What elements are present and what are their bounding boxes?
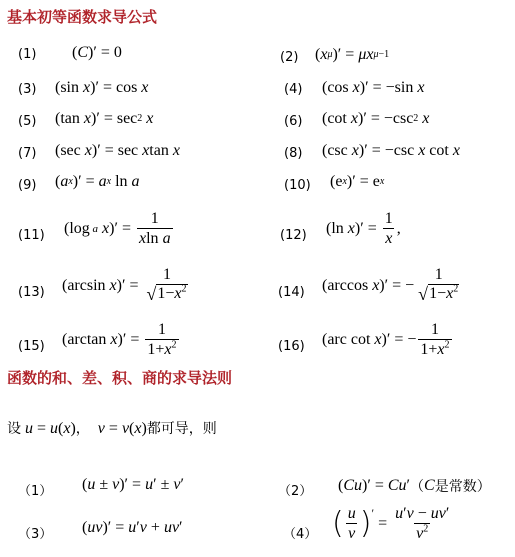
formula-number: (6) bbox=[284, 114, 303, 129]
rule-number: （1） bbox=[18, 484, 53, 499]
rule-number: （4） bbox=[283, 527, 318, 542]
formula-number: (1) bbox=[18, 47, 37, 62]
formula-3: (sin x )′ = cos x bbox=[55, 79, 149, 96]
formula-number: (8) bbox=[284, 146, 303, 161]
formula-number: (14) bbox=[278, 285, 305, 300]
intro-prefix: 设 bbox=[7, 421, 21, 437]
formula-5: (tan x )′ = sec 2 x bbox=[55, 110, 154, 127]
formula-number: (12) bbox=[280, 228, 307, 243]
intro-suffix: 都可导，则 bbox=[146, 421, 217, 437]
rule-2: ( Cu )′ = Cu ′ （ C 是常数） bbox=[338, 477, 491, 495]
formula-number: (11) bbox=[18, 228, 45, 243]
rule-1: ( u ± v )′ = u ′ ± v ′ bbox=[82, 476, 184, 493]
heading-basic-derivatives: 基本初等函数求导公式 bbox=[7, 8, 158, 26]
formula-number: (13) bbox=[18, 285, 45, 300]
heading-derivative-rules: 函数的和、差、积、商的求导法则 bbox=[7, 369, 233, 387]
formula-1: ( C )′ = 0 bbox=[72, 44, 122, 61]
formula-number: (15) bbox=[18, 339, 45, 354]
rule-2-note-open: （ bbox=[410, 479, 425, 495]
intro-v-def: v bbox=[97, 420, 105, 437]
formula-number: (4) bbox=[284, 82, 303, 97]
formula-12: (ln x )′ = $\frac{1}{x}$ , bbox=[326, 210, 401, 247]
formula-11: (log a x )′ = $\frac{1}{\text{xln a}}$ bbox=[64, 210, 171, 247]
formula-number: (2) bbox=[280, 50, 299, 65]
formula-number: (9) bbox=[18, 178, 37, 193]
formula-number: (16) bbox=[278, 339, 305, 354]
formula-6: (cot x )′ = −csc 2 x bbox=[322, 110, 430, 127]
intro-u-def: u bbox=[25, 420, 33, 437]
formula-15: (arctan x )′ = $\frac{1}{1+x^2}$ bbox=[62, 321, 177, 358]
formula-number: (10) bbox=[284, 178, 311, 193]
rule-2-note-var: C bbox=[424, 477, 435, 494]
intro-separator: ， bbox=[75, 421, 90, 437]
formula-13: (arcsin x )′ = 1 √ $1-x^2$ bbox=[62, 266, 187, 304]
formula-10: (e x )′ = e x bbox=[330, 173, 385, 190]
rule-4: ( $\frac{u}{v}$ ) ′ = $\frac{u'v - uv'}{v^2}$ bbox=[332, 505, 450, 542]
formula-14: (arccos x )′ = − 1 √ $1-x^2$ bbox=[322, 266, 459, 304]
rule-number: （2） bbox=[278, 484, 313, 499]
formula-8: (csc x )′ = −csc x cot x bbox=[322, 142, 460, 159]
formula-number: (5) bbox=[18, 114, 37, 129]
formula-4: (cos x )′ = −sin x bbox=[322, 79, 425, 96]
formula-number: (7) bbox=[18, 146, 37, 161]
rules-intro: 设 u = u(x)， v = v(x)都可导，则 bbox=[7, 420, 217, 437]
formula-number: (3) bbox=[18, 82, 37, 97]
formula-16: (arc cot x )′ = − $\frac{1}{1+x^2}$ bbox=[322, 321, 450, 358]
rule-2-note: 是常数） bbox=[434, 479, 491, 495]
rule-3: ( uv )′ = u ′ v + uv ′ bbox=[82, 519, 183, 536]
formula-7: (sec x )′ = sec x tan x bbox=[55, 142, 180, 159]
formula-2: ( x μ )′ = μx μ−1 bbox=[315, 46, 390, 63]
formula-9: ( a x )′ = a x ln a bbox=[55, 173, 140, 190]
rule-number: （3） bbox=[18, 527, 53, 542]
